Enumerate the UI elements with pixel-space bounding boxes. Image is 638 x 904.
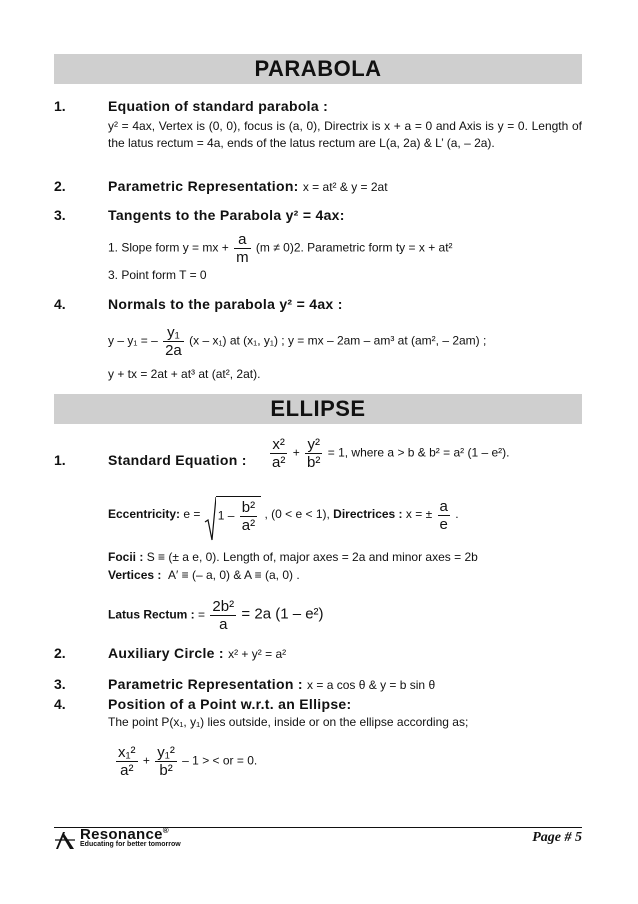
page-number: Page # 5 — [532, 830, 582, 845]
eccentricity-label: Eccentricity: — [108, 507, 181, 522]
directrices-label: Directrices : — [333, 507, 403, 522]
item-number: 3. — [54, 676, 66, 692]
position-condition — [114, 744, 257, 779]
heading-rest: x = at² & y = 2at — [302, 180, 388, 194]
fraction — [163, 324, 184, 359]
resonance-logo-icon — [54, 828, 76, 850]
numerator: a — [234, 231, 251, 249]
ellipse-position-heading: Position of a Point w.r.t. an Ellipse: — [108, 696, 352, 712]
equals: = — [198, 607, 206, 622]
parametric-form: 2. Parametric form ty = x + at² — [293, 240, 453, 255]
slope-condition: (m ≠ 0) — [255, 240, 294, 255]
vertices-line — [108, 567, 300, 584]
latus-rectum-label: Latus Rectum : — [108, 607, 195, 622]
numerator: 2b² — [212, 598, 235, 615]
parabola-normals-heading: Normals to the parabola y² = 4ax : — [108, 296, 343, 312]
heading-text: Parametric Representation: — [108, 178, 299, 194]
one-minus: 1 – — [217, 508, 235, 523]
fraction — [210, 598, 236, 633]
period: . — [455, 507, 459, 522]
denominator: a² — [120, 762, 134, 779]
denominator: b² — [159, 762, 173, 779]
vertices-text: A′ ≡ (– a, 0) & A ≡ (a, 0) . — [168, 568, 300, 582]
denominator: b² — [307, 454, 321, 471]
item-number: 3. — [54, 207, 66, 223]
item-number: 2. — [54, 645, 66, 661]
parabola-standard-heading: Equation of standard parabola : — [108, 98, 329, 114]
numerator: a — [439, 497, 448, 515]
item-number: 4. — [54, 296, 66, 312]
parabola-tangents-heading: Tangents to the Parabola y² = 4ax: — [108, 207, 345, 223]
ellipse-auxiliary-heading — [108, 645, 286, 661]
denominator: a² — [241, 517, 256, 534]
item-number: 1. — [54, 98, 66, 114]
heading-text: Auxiliary Circle : — [108, 645, 224, 661]
denominator: 2a — [165, 342, 182, 359]
denominator: m — [236, 249, 249, 266]
denominator: a² — [272, 454, 286, 471]
normal-lhs: y – y₁ = – — [108, 333, 158, 348]
brand-tagline: Educating for better tomorrow — [80, 841, 181, 848]
parabola-standard-body: y² = 4ax, Vertex is (0, 0), focus is (a, 0), Directrix is x + a = 0 and Axis is y = 0. Length of the latus rectum = 4a, ends of the latus rectum are L(a, 2a) & L’ (a, – 2a). — [108, 119, 582, 150]
normal-equation-line — [108, 324, 486, 359]
heading-rest: x = a cos θ & y = b sin θ — [307, 678, 436, 692]
ellipse-standard-heading: Standard Equation : — [108, 452, 247, 468]
ellipse-position-body: The point P(x₁, y₁) lies outside, inside or on the ellipse according as; — [108, 715, 469, 729]
square-root — [204, 496, 261, 534]
denominator: e — [439, 515, 448, 533]
vertices-label: Vertices : — [108, 568, 162, 582]
tangent-forms-line — [108, 231, 453, 266]
focii-label: Focii : — [108, 550, 144, 564]
point-form: 3. Point form T = 0 — [108, 268, 207, 282]
numerator: y₁ — [163, 324, 184, 342]
fraction — [240, 499, 257, 534]
focii-line — [108, 549, 478, 566]
ellipse-title: ELLIPSE — [54, 394, 582, 424]
heading-rest: x² + y² = a² — [228, 647, 287, 661]
numerator: x₁² — [118, 744, 136, 761]
numerator: b² — [241, 499, 256, 516]
plus-sign: + — [292, 445, 300, 460]
fraction — [270, 436, 287, 471]
eccentricity-range: , (0 < e < 1), — [264, 507, 330, 522]
fraction — [438, 498, 450, 533]
normal-parametric: y + tx = 2at + at³ at (at², 2at). — [108, 367, 261, 381]
fraction — [116, 744, 138, 779]
numerator: y² — [305, 436, 322, 454]
slope-form: 1. Slope form y = mx + — [108, 240, 229, 255]
heading-text: Parametric Representation : — [108, 676, 303, 692]
fraction — [234, 231, 251, 266]
ellipse-standard-equation — [268, 436, 510, 471]
radicand — [216, 496, 261, 534]
parabola-parametric-heading — [108, 178, 388, 194]
numerator: y₁² — [157, 744, 175, 761]
equation-rest: = 1, where a > b & b² = a² (1 – e²). — [327, 445, 510, 460]
brand-text: Resonance — [80, 826, 163, 843]
directrices-eq: x = ± — [405, 507, 433, 522]
latus-rectum-line — [108, 598, 324, 633]
item-number: 4. — [54, 696, 66, 712]
fraction — [305, 436, 322, 471]
registered-mark: ® — [162, 826, 169, 835]
condition-rest: – 1 > < or = 0. — [182, 753, 258, 768]
parabola-title: PARABOLA — [54, 54, 582, 84]
denominator: a — [219, 616, 228, 633]
radical-sign-icon — [204, 496, 216, 542]
plus-sign: + — [142, 753, 150, 768]
item-number: 2. — [54, 178, 66, 194]
normal-rhs: (x – x₁) at (x₁, y₁) ; y = mx – 2am – am³ at (am², – 2am) ; — [189, 333, 487, 348]
fraction — [155, 744, 177, 779]
latus-rectum-rest: = 2a (1 – e²) — [241, 605, 324, 623]
numerator: x² — [270, 436, 287, 454]
item-number: 1. — [54, 452, 66, 468]
focii-text: S ≡ (± a e, 0). Length of, major axes = 2a and minor axes = 2b — [146, 550, 478, 564]
eccentricity-eq: e = — [183, 507, 201, 522]
eccentricity-line — [108, 496, 459, 534]
ellipse-parametric-heading — [108, 676, 435, 692]
